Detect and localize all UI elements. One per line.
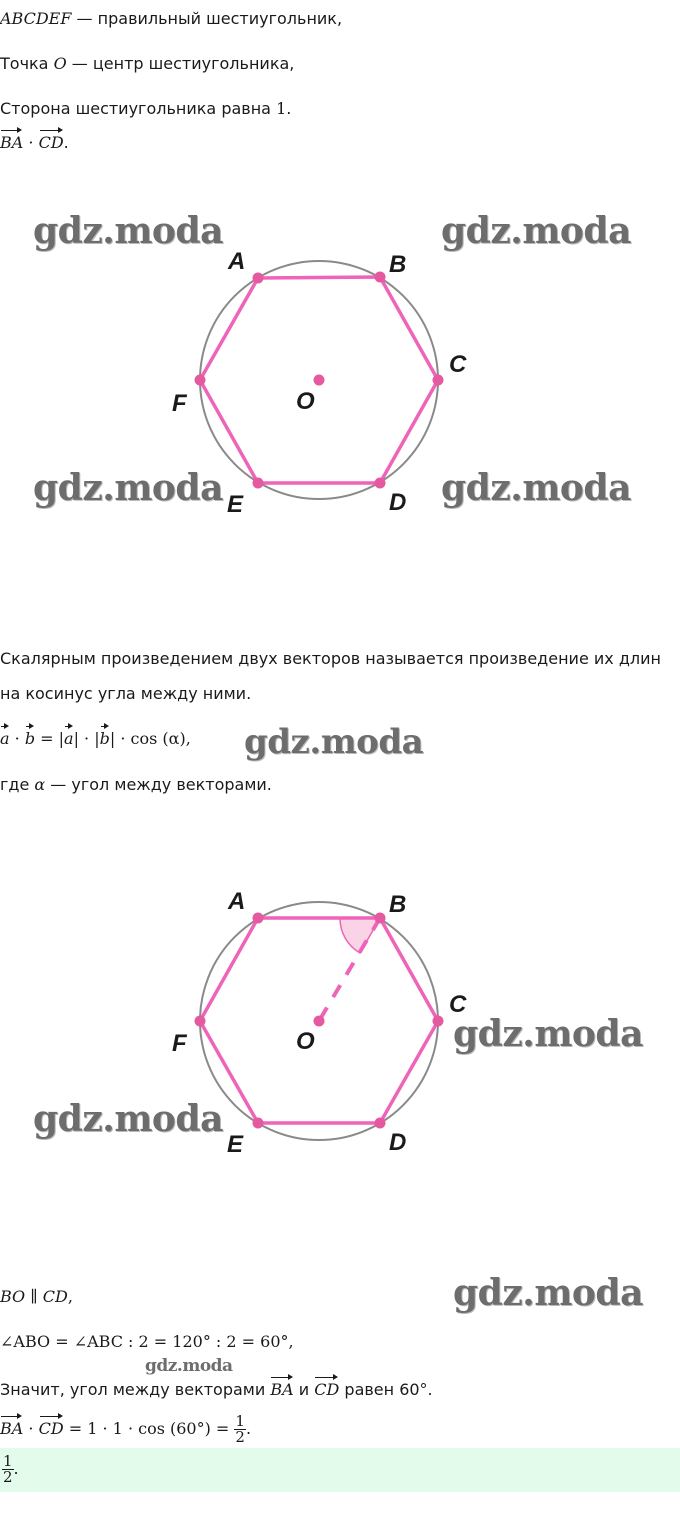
- solution-result: [0, 1414, 251, 1445]
- solution-angle: ∠ABO = ∠ABC : 2 = 120° : 2 = 60°,: [0, 1332, 294, 1351]
- vertex-f-dot: [195, 1016, 206, 1027]
- side-suffix: .: [286, 99, 292, 118]
- result-denominator: 2: [235, 1428, 245, 1446]
- formula-abs-a: a: [64, 729, 74, 748]
- find-vector-ba: BA: [0, 133, 24, 152]
- watermark: gdz.moda: [453, 1013, 643, 1055]
- answer-suffix: .: [13, 1459, 19, 1478]
- given-side-line: [0, 98, 291, 120]
- solution-conclusion: [0, 1379, 433, 1401]
- find-dot: ·: [23, 133, 39, 152]
- formula-abs-b: b: [99, 729, 110, 748]
- label-d: D: [389, 489, 407, 516]
- watermark: gdz.moda: [244, 722, 424, 762]
- vertex-b-dot: [375, 272, 386, 283]
- point-text: — центр шестиугольника,: [66, 54, 295, 73]
- side-prefix: Сторона шестиугольника равна: [0, 99, 277, 118]
- vertex-a-dot: [253, 273, 264, 284]
- vertex-e-dot: [253, 478, 264, 489]
- parallel-suffix: ,: [67, 1287, 73, 1306]
- where-alpha: α: [34, 775, 46, 794]
- answer-fraction: [2, 1454, 14, 1485]
- label-f: F: [172, 1030, 187, 1057]
- answer-numerator: 1: [3, 1452, 13, 1470]
- watermark: gdz.moda: [441, 467, 631, 509]
- formula-dot: ·: [9, 729, 25, 748]
- conclusion-vector-ba: BA: [270, 1380, 294, 1399]
- label-b: B: [389, 251, 407, 278]
- definition-where: [0, 774, 272, 796]
- center-o-dot: [314, 375, 325, 386]
- label-o: O: [296, 1028, 315, 1055]
- vertex-a-dot: [253, 913, 264, 924]
- definition-line-1: Скалярным произведением двух векторов называется произведение их длин: [0, 649, 661, 668]
- result-fraction: [234, 1414, 246, 1445]
- formula-vector-b: b: [24, 729, 36, 748]
- given-hexagon-line: [0, 8, 342, 30]
- vertex-d-dot: [375, 1118, 386, 1129]
- conclusion-and: и: [293, 1380, 315, 1399]
- watermark: gdz.moda: [33, 467, 223, 509]
- label-e: E: [227, 1131, 244, 1158]
- watermark: gdz.moda: [441, 210, 631, 252]
- find-vector-cd: CD: [38, 133, 64, 152]
- formula-abs-close: | · |: [73, 729, 100, 748]
- watermark: gdz.moda: [33, 1098, 223, 1140]
- definition-formula: [0, 728, 191, 750]
- label-a: A: [228, 248, 246, 275]
- parallel-right: CD: [42, 1287, 68, 1306]
- watermark: gdz.moda: [145, 1356, 233, 1376]
- label-a: A: [228, 888, 246, 915]
- vertex-e-dot: [253, 1118, 264, 1129]
- formula-vector-a: a: [0, 729, 10, 748]
- label-e: E: [227, 491, 244, 518]
- label-d: D: [389, 1129, 407, 1156]
- result-mid: = 1 · 1 · cos (60°) =: [63, 1419, 235, 1438]
- parallel-left: BO: [0, 1287, 26, 1306]
- given-center-line: [0, 53, 294, 75]
- find-suffix: .: [63, 133, 69, 152]
- vertex-f-dot: [195, 375, 206, 386]
- formula-end: | · cos (α),: [109, 729, 191, 748]
- angle-abo-marker: [340, 918, 380, 953]
- point-prefix: Точка: [0, 54, 54, 73]
- label-f: F: [172, 390, 187, 417]
- hexagon-name: ABCDEF: [0, 9, 72, 28]
- result-suffix: .: [245, 1419, 252, 1438]
- label-o: O: [296, 388, 315, 415]
- answer-box: [0, 1448, 680, 1492]
- where-prefix: где: [0, 775, 35, 794]
- label-c: C: [449, 991, 467, 1018]
- formula-eq: = |: [35, 729, 65, 748]
- definition-line-2: на косинус угла между ними.: [0, 684, 252, 703]
- point-name: O: [53, 54, 67, 73]
- center-o-dot: [314, 1016, 325, 1027]
- conclusion-prefix: Значит, угол между векторами: [0, 1380, 271, 1399]
- vertex-c-dot: [433, 375, 444, 386]
- answer-denominator: 2: [3, 1468, 13, 1486]
- parallel-symbol: ∥: [25, 1287, 43, 1306]
- result-vector-ba: BA: [0, 1419, 24, 1438]
- watermark: gdz.moda: [453, 1272, 643, 1314]
- label-b: B: [389, 891, 407, 918]
- watermark: gdz.moda: [33, 210, 223, 252]
- result-numerator: 1: [235, 1412, 245, 1430]
- vertex-c-dot: [433, 1016, 444, 1027]
- side-value: 1: [276, 99, 287, 118]
- vertex-d-dot: [375, 478, 386, 489]
- where-text: — угол между векторами.: [45, 775, 272, 794]
- result-vector-cd: CD: [38, 1419, 64, 1438]
- vertex-b-dot: [375, 913, 386, 924]
- result-dot: ·: [23, 1419, 39, 1438]
- label-c: C: [449, 351, 467, 378]
- hexagon-text: — правильный шестиугольник,: [71, 9, 343, 28]
- conclusion-suffix: равен 60°.: [339, 1380, 433, 1399]
- find-expression: [0, 132, 69, 154]
- conclusion-vector-cd: CD: [314, 1380, 340, 1399]
- solution-parallel: [0, 1286, 73, 1308]
